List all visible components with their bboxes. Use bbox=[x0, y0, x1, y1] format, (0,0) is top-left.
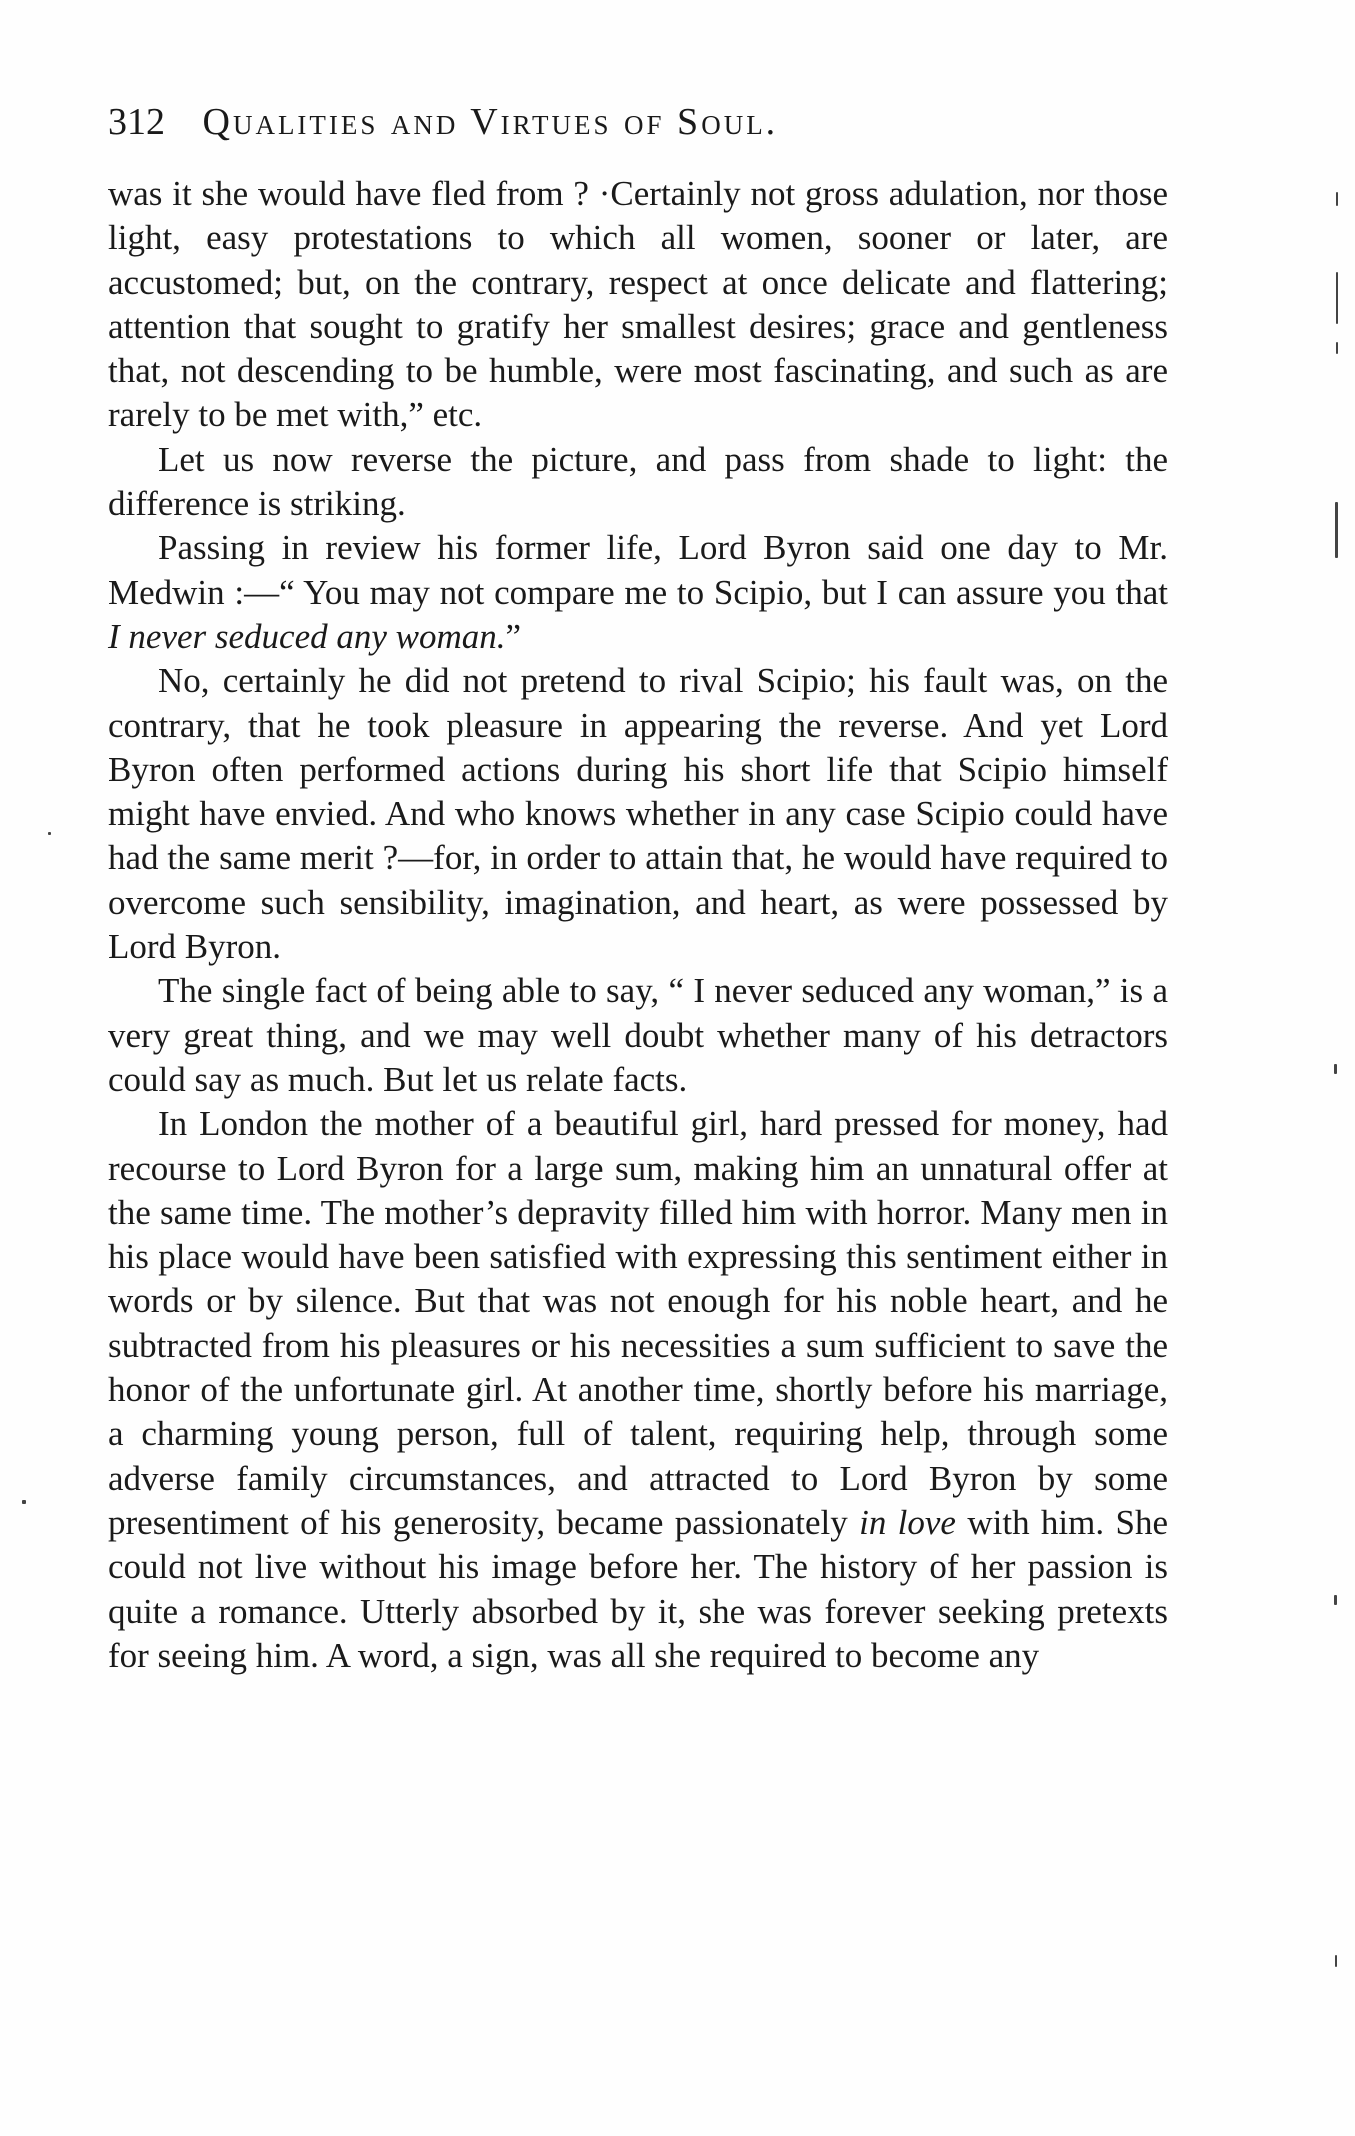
scan-speck bbox=[1334, 1064, 1337, 1074]
paragraph-6-text: In London the mother of a beautiful girl, hard pressed for money, had recourse to Lord Byron for a large sum, making him an unnatural offer at the same time. The mother’s depravity filled him with horror. Many men in his place would have been satisfied with expressing this sentiment either in words or by silence. But that was not enough for his noble heart, and he subtracted from his pleasures or his necessities a sum sufficient to save the honor of the unfortunate girl. At another time, shortly before his marriage, a charming young person, full of talent, requiring help, through some adverse family circumstances, and attracted to Lord Byron by some presentiment of his generosity, became passionately bbox=[108, 1104, 1168, 1542]
paragraph-3-text: Passing in review his former life, Lord Byron said one day to Mr. Medwin :—“ You may not compare me to Scipio, but I can assure you that bbox=[108, 528, 1168, 612]
page-number: 312 bbox=[108, 101, 165, 143]
scan-speck bbox=[1336, 342, 1338, 354]
paragraph-3-italic: I never seduced any woman. bbox=[108, 616, 506, 656]
page-header bbox=[108, 92, 1168, 152]
scan-speck bbox=[48, 832, 51, 835]
scan-speck bbox=[1334, 1595, 1337, 1605]
paragraph-2: Let us now reverse the picture, and pass from shade to light: the difference is striking. bbox=[108, 439, 1168, 524]
paragraph-4: No, certainly he did not pretend to rival Scipio; his fault was, on the contrary, that he took pleasure in appearing the reverse. And yet Lord Byron often performed actions during his short life that Scipio himself might have envied. And who knows whether in any case Scipio could have had the same merit ?—for, in order to attain that, he would have required to overcome such sensibility, imagination, and heart, as were possessed by Lord Byron. bbox=[108, 661, 1168, 967]
scan-speck bbox=[1336, 272, 1338, 324]
scan-speck bbox=[22, 1500, 26, 1504]
paragraph-6-closing: with him. She could not live without his image before her. The history of her passion is quite a romance. Utterly absorbed by it, she was forever seeking pretexts for seeing him. A word, a sign, was all she required to become any bbox=[108, 1502, 1168, 1675]
paragraph-6 bbox=[108, 1102, 1168, 1678]
paragraph-1: was it she would have fled from ? ·Certainly not gross adulation, nor those light, easy protestations to which all women, sooner or later, are accustomed; but, on the contrary, respect at once delicate and flattering; attention that sought to gratify her smallest desires; grace and gentleness that, not descending to be humble, were most fascinating, and such as are rarely to be met with,” etc. bbox=[108, 174, 1168, 435]
running-title: Qualities and Virtues of Soul. bbox=[202, 101, 779, 143]
body-text bbox=[108, 172, 1168, 1678]
paragraph-3 bbox=[108, 526, 1168, 659]
scan-speck bbox=[1336, 192, 1338, 206]
paragraph-6-italic: in love bbox=[859, 1502, 956, 1542]
paragraph-5: The single fact of being able to say, “ I never seduced any woman,” is a very great thing, and we may well doubt whether many of his detractors could say as much. But let us relate facts. bbox=[108, 971, 1168, 1099]
scan-speck bbox=[1335, 1955, 1337, 1967]
paragraph-3-closing: ” bbox=[505, 616, 522, 656]
scan-speck bbox=[1335, 502, 1338, 558]
